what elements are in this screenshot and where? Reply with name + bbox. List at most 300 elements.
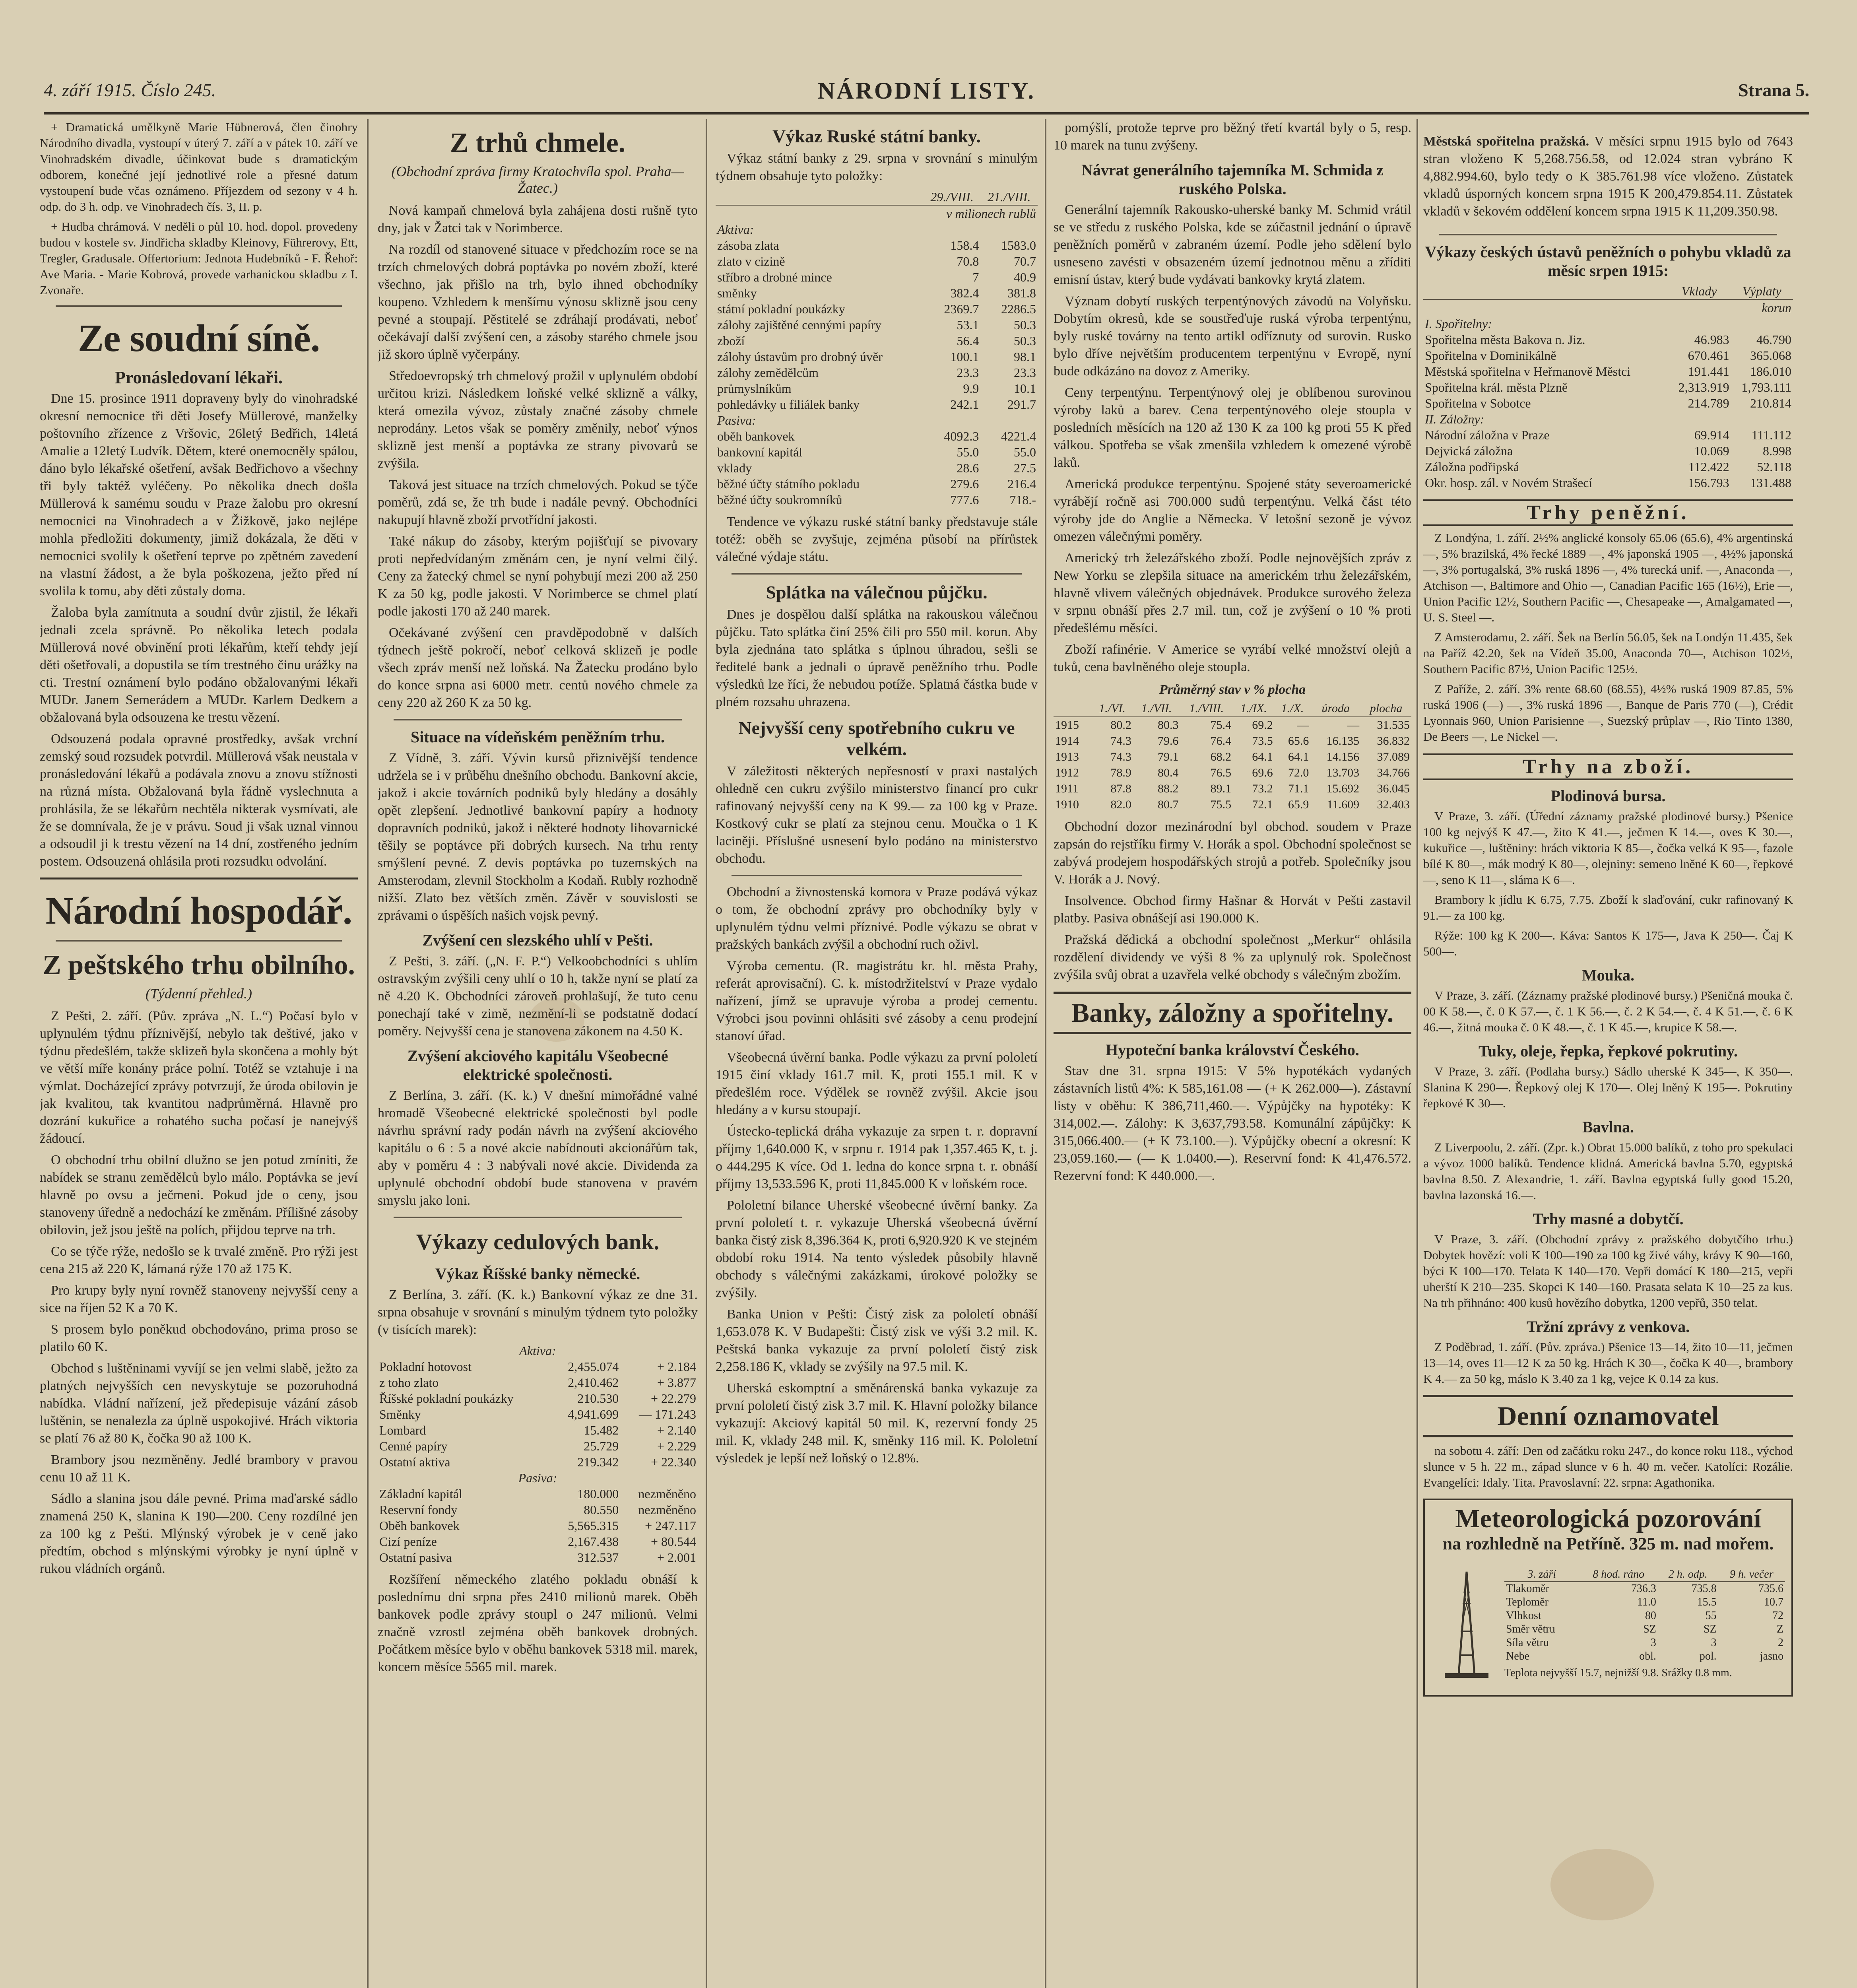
table-cell: 186.010 [1750, 364, 1791, 379]
article-title: Tuky, oleje, řepka, řepkové pokrutiny. [1479, 1042, 1738, 1060]
table-row [716, 460, 1038, 476]
table-cell: 27.5 [1014, 461, 1036, 475]
table-cell: 53.1 [957, 318, 979, 332]
table-header-cell: Výplaty [1731, 283, 1793, 299]
article-title: Trhy masné a dobytčí. [1533, 1210, 1684, 1228]
table-row [716, 381, 1038, 396]
table-cell: 180.000 [577, 1487, 619, 1501]
masthead: NÁRODNÍ LISTY. [817, 78, 1036, 104]
article-paragraph: Z Poděbrad, 1. září. (Pův. zpráva.) Pšenice 13—14, žito 10—11, ječmen 13—14, oves 11—12 K za 50 kg. Hrách K 30—, čočka K 40—, brambory K 4.— za 50 kg, máslo K 3.40 za 1 kg, vejce K 0.14 za kus. [1423, 1340, 1793, 1386]
table-cell: 46.790 [1756, 332, 1791, 347]
table-cell: — [1297, 718, 1309, 732]
article-subtitle: Výkaz Říšské banky německé. [435, 1265, 640, 1283]
table-cell: 131.488 [1750, 476, 1791, 490]
table-cell: 46.983 [1694, 332, 1729, 347]
article-paragraph: Středoevropský trh chmelový prožil v uplynulém období určitou krizi. Následkem loňské velké sklizně a války, která omezila vývoz, zůstaly značné zásoby chmele neprodány. Letos však se poměry změnily, neboť výnos sklizně jest menší a poptávka ze strany pivovarů se zvýšila. [378, 369, 698, 471]
table-header-row [1054, 701, 1411, 717]
table-cell: 777.6 [950, 493, 979, 507]
table-body [378, 1486, 698, 1565]
table-row [716, 317, 1038, 333]
table-header-cell: 1./X. [1275, 701, 1311, 717]
table-cell: bankovní kapitál [717, 445, 803, 459]
table-cell: Nebe [1506, 1650, 1530, 1662]
table-cell: Vlhkost [1506, 1609, 1541, 1622]
table-cell: 8.998 [1763, 444, 1791, 458]
table-cell: 216.4 [1007, 477, 1036, 491]
table-header-cell: plocha [1361, 701, 1411, 717]
table-cell: Dejvická záložna [1425, 444, 1513, 458]
table-cell: 69.6 [1252, 766, 1273, 779]
article-subtitle: (Obchodní zpráva firmy Kratochvíla spol. Praha—Žatec.) [391, 163, 684, 196]
table-cell: 79.1 [1157, 750, 1179, 763]
table-cell: Z [1776, 1623, 1783, 1635]
table-row [378, 1534, 698, 1549]
table-cell: 718.- [1009, 493, 1036, 507]
table-cell: 55.0 [1014, 445, 1036, 459]
article-paragraph: na sobotu 4. září: Den od začátku roku 247., do konce roku 118., východ slunce v 5 h. 22 m., západ slunce v 6 h. 40 m. večer. Katolíci: Rozálie. Evangelíci: Idaly. Tita. Pravoslavní: 22. srpna: Agathonika. [1423, 1444, 1793, 1489]
table-row [716, 396, 1038, 412]
meteo-table-wrap [1504, 1568, 1785, 1681]
article-paragraph: Brambory k jídlu K 6.75, 7.75. Zboží k slaďování, cukr rafinovaný K 91.— za 100 kg. [1423, 893, 1793, 922]
table-cell: 69.914 [1694, 428, 1729, 442]
table-cell: 72 [1772, 1609, 1783, 1622]
table-header-cell: 3. září [1504, 1568, 1579, 1582]
article-paragraph: Odsouzená podala opravné prostředky, avšak vrchní zemský soud rozsudek potvrdil. Müllerová však neustala v pronásledování lékařů a podávala znovu a znovu stížnosti na různá místa. Obžalovaná byla řádně vyslechnuta a prohlásila, že se lékařům nechtěla nikterak vysmívati, ale že se domnívala, že je v právu. Soud ji však uznal vinnou a odsoudil ji k trestu vězení na 14 dní, zostřeného jedním postem. Odsouzená ohlásila proti rozsudku odvolání. [40, 732, 358, 869]
table-cell: 65.6 [1288, 734, 1309, 747]
table-cell: Záložna podřipská [1425, 460, 1519, 474]
table-cell: 15.5 [1697, 1596, 1717, 1608]
table-cell: 76.4 [1210, 734, 1232, 747]
table-cell: 40.9 [1014, 270, 1036, 284]
article-paragraph: V Praze, 3. září. (Podlaha bursy.) Sádlo uherské K 345—, K 350—. Slanina K 290—. Řepkový olej K 170—. Olej lněný K 195—. Pokrutiny řepkové K 30—. [1423, 1064, 1793, 1110]
article-paragraph: Dnes je dospělou další splátka na rakouskou válečnou půjčku. Tato splátka činí 25% čili pro 550 mil. korun. Aby byla zjednána tato splátka s úplnou úhradou, sešli se ředitelé bank a jednali o úpravě peněžního trhu. Podle výsledků lze říci, že nebudou potíže. Splatná částka bude v plném rozsahu uhrazena. [716, 607, 1038, 709]
article-paragraph: Z Amsterodamu, 2. září. Šek na Berlín 56.05, šek na Londýn 11.435, šek na Paříž 42.20, šek na Vídeň 35.00, Anaconda 70—, Atchison 102½, Southern Pacific 87½, Union Pacific 125½. [1423, 630, 1793, 676]
table-cell: 112.422 [1688, 460, 1729, 474]
table-cell: 50.3 [1014, 334, 1036, 348]
table-cell: běžné účty soukromníků [717, 493, 842, 507]
article-title: Plodinová bursa. [1550, 787, 1666, 805]
article-paragraph: Dne 15. prosince 1911 dopraveny byly do vinohradské okresní nemocnice tři děti Josefy Müllerové, manželky poštovního zřízence z Vršovic, 26letý Bedřich, 14letá Amalie a 12letý Ludvík. Dětem, které onemocněly spálou, dáno bylo lékařské ošetření, avšak Bedřichovo a všechny tři byly taktéž vyléčeny. Po několika dnech došla Müllerová k samému soudu v Praze žalobu pro okresní nemocnici na Vinohradech a v Žižkově, jako nejlépe mohla předložiti dokumenty, jimiž dokázala, že děti v nemocnici svolily k ošetření teprve po zpětném zavedení na vlastní žádost, a že byla poškozena, ježto před ní svolila k tomu, aby děti zůstaly doma. [40, 391, 358, 598]
meteo-title: Meteorologická pozorování [1455, 1504, 1761, 1533]
reichsbank-table [378, 1343, 698, 1565]
table-cell: zálohy zemědělcům [717, 365, 819, 380]
table-row [1504, 1636, 1785, 1650]
table-body [716, 237, 1038, 412]
section-rule [732, 573, 1022, 575]
column-4 [1054, 119, 1411, 1988]
table-cell: pohledávky u filiálek banky [717, 397, 860, 412]
article-paragraph: Taková jest situace na trzích chmelových. Pokud se týče poměrů, zdá se, že trh bude i nadále pevný. Obchodníci nakupují hlavně zboží prvotřídní jakosti. [378, 478, 698, 527]
table-cell: SZ [1643, 1623, 1656, 1635]
table-cell: běžné účty státního pokladu [717, 477, 860, 491]
article-paragraph: V záležitosti některých nepřesností v praxi nastalých ohledně cen cukru zvýšilo ministerstvo financí pro cukr rafinovaný nejvyšší ceny na K 99.— za 100 kg v Praze. Kostkový cukr se platí za stejnou cenu. Moučka o 1 K laciněji. Příslušné usnesení bylo podáno na ministerstvo obchodu. [716, 764, 1038, 866]
table-row [378, 1406, 698, 1422]
table-cell: Cizí peníze [379, 1534, 437, 1549]
article-paragraph: Výroba cementu. (R. magistrátu kr. hl. města Prahy, referát aprovisační). C. k. místodržitelství v Praze vydalo nařízení, jímž se upravuje výroba a prodej cementu. Výrobci jsou povinni ohlásiti své zásoby a cenu prodejní stanoví úřad. [716, 959, 1038, 1043]
table-cell: z toho zlato [379, 1375, 439, 1390]
table-header-cell [1054, 701, 1091, 717]
table-cell: 32.403 [1377, 798, 1410, 811]
table-cell: zásoba zlata [717, 238, 779, 252]
table-cell: 1914 [1055, 734, 1079, 747]
table-cell: 2 [1778, 1637, 1783, 1649]
table-row [378, 1359, 698, 1375]
table-cell: 735.8 [1691, 1582, 1717, 1595]
table-cell: 312.537 [577, 1550, 619, 1565]
table-cell: průmyslníkům [717, 381, 792, 396]
section-rule [394, 719, 682, 720]
table-row [1504, 1650, 1785, 1663]
table-cell: Spořitelna v Sobotce [1425, 396, 1531, 410]
table-cell: 2,410.462 [568, 1375, 619, 1390]
article-paragraph: Americký trh železářského zboží. Podle nejnovějších zpráv z New Yorku se zlepšila situace na americkém trhu železářském, hlavně vlivem válečných objednávek. Produkce surového železa v srpnu obnáší přes 2.7 mil. tun, což je zvýšení o 10 % proti předešlému měsíci. [1054, 551, 1411, 635]
section-title-court: Ze soudní síně. [78, 317, 320, 360]
article-paragraph: Z Liverpoolu, 2. září. (Zpr. k.) Obrat 15.000 balíků, z toho pro spekulaci a vývoz 1000 balíků. Tendence klidná. Americká bavlna 5.70, egyptská bavlna 8.50. Z Alexandrie, 1. září. Bavlna egyptská fully good 15.20, bavlna lazonská 16.—. [1423, 1140, 1793, 1202]
article-paragraph: Také nákup do zásoby, kterým pojišťují se pivovary proti nepředvídaným změnám cen, je nyní velmi čilý. Ceny za žatecký chmel se nyní pohybují mezi 200 až 250 K za 50 kg, podle jakosti. V Norimberce se chmel platí podle jakosti 170 až 240 marek. [378, 534, 698, 619]
article-paragraph: O obchodní trhu obilní dlužno se jen potud zmíniti, že nabídek se stranu zemědělců bylo málo. Poptávka se jeví hlavně po ovsu a ječmeni. Pokud jde o ceny, jsou stanoveny úředně a nedochází ke změnám. Přílišné zásoby obilovin, jež jsou ještě na polích, přijdou teprve na trh. [40, 1153, 358, 1237]
table-cell: 69.2 [1252, 718, 1273, 732]
table-cell: Směr větru [1506, 1623, 1555, 1635]
table-header-row [1504, 1568, 1785, 1582]
column-5 [1423, 119, 1793, 1988]
table-cell: státní pokladní poukázky [717, 302, 845, 316]
article-subtitle: (Týdenní přehled.) [146, 986, 252, 1002]
table-row [1054, 797, 1411, 813]
article-paragraph: Z Pešti, 2. září. (Pův. zpráva „N. L.“) Počasí bylo v uplynulém týdnu příznivější, nebylo tak deštivé, jako v týdnu předešlém, takže sklizeň byla skončena a mohly být ve větší míře konány práce polní. Totéž se vztahuje i na výmlat. Docházející zprávy potvrzují, že úroda obilovin je jak kvalitou, tak kvantitou nadprůměrná. Hlavně pro dozrání kukuřice a rohatého sucha počasí je nanejvýš žádoucí. [40, 1009, 358, 1146]
table-row [1423, 395, 1793, 411]
table-cell: Městská spořitelna v Heřmanově Městci [1425, 364, 1631, 379]
table-row [1423, 348, 1793, 363]
table-cell: 2286.5 [1001, 302, 1036, 316]
table-row [1423, 363, 1793, 379]
table-row [716, 333, 1038, 349]
table-cell: 735.6 [1758, 1582, 1783, 1595]
column-3 [716, 119, 1038, 1988]
table-cell: 28.6 [957, 461, 979, 475]
table-row [1423, 459, 1793, 475]
table-body [716, 428, 1038, 508]
article-paragraph: Všeobecná úvěrní banka. Podle výkazu za první pololetí 1915 činí vklady 161.7 mil. K, proti 155.1 mil. K v předešlém roce. Výdělek se rovněž zvýšil. Akcie jsou hledány a v kursu stoupají. [716, 1050, 1038, 1117]
table-cell: + 3.877 [657, 1375, 696, 1390]
table-cell: 36.045 [1377, 782, 1410, 795]
table-cell: 23.3 [1014, 365, 1036, 380]
table-header-cell: 1./VII. [1133, 701, 1180, 717]
article-paragraph: Americká produkce terpentýnu. Spojené státy severoamerické vyrábějí ročně asi 700.000 sudů terpentýnu. Velká část této výroby jde do Anglie a Německa. V letošní sezoně je vývoz omezen válečnými poměry. [1054, 477, 1411, 544]
section-rule [732, 875, 1022, 876]
table-cell: 72.0 [1288, 766, 1309, 779]
article-paragraph: Obchodní dozor mezinárodní byl obchod. soudem v Praze zapsán do rejstříku firmy V. Horák a spol. Obchodní společnost se zabývá prodejem hospodářských strojů a potřeb. Společníky jsou V. Horák a J. Nový. [1054, 819, 1411, 887]
table-cell: + 2.184 [657, 1359, 696, 1374]
table-cell: 36.832 [1377, 734, 1410, 747]
table-section-label: Aktiva: [519, 1343, 556, 1358]
table-cell: 78.9 [1110, 766, 1131, 779]
article-paragraph: Pro krupy byly nyní rovněž stanoveny nejvyšší ceny a sice na říjen 52 K a 70 K. [40, 1283, 358, 1315]
table-cell: 80 [1645, 1609, 1656, 1622]
table-cell: Ostatní aktiva [379, 1455, 450, 1469]
table-cell: směnky [717, 286, 757, 300]
table-header-cell: 9 h. večer [1718, 1568, 1785, 1582]
article-paragraph: Z Pešti, 3. září. („N. F. P.“) Velkoobchodníci s uhlím ostravským zvýšili ceny uhlí o 10 h, takže nyní se platí za ně 4.20 K. Obchodníci zároveň prohlašují, že tuto cenu ponechají také v zimě, nezmění-li se podstatně dodací poměry. Nejvyšší cena je stanovena zákonem na 4.50 K. [378, 954, 698, 1039]
table-cell: 34.766 [1377, 766, 1410, 779]
table-section-label: I. Spořitelny: [1425, 316, 1492, 331]
table-cell: 1915 [1055, 718, 1079, 732]
notice-paragraph: + Hudba chrámová. V neděli o půl 10. hod. dopol. provedeny budou v kostele sv. Jindřicha skladby Kleinovy, Führerovy, Ett, Tregler, Gradusale. Offertorium: Jednota Hudebníků - F. Řehoř: Ave Maria. - Marie Kobrová, provede varhanickou skladbu z I. Zvonaře. [40, 219, 358, 297]
table-cell: Pokladní hotovost [379, 1359, 472, 1374]
table-section-label: II. Záložny: [1425, 412, 1484, 426]
table-cell: 7 [972, 270, 979, 284]
table-section-label: Pasiva: [518, 1471, 557, 1485]
table-cell: 15.692 [1326, 782, 1360, 795]
table-cell: 381.8 [1007, 286, 1036, 300]
table-cell: 1,793.111 [1741, 380, 1791, 394]
article-title: Městská spořitelna pražská. [1423, 134, 1589, 149]
table-cell: nezměněno [638, 1487, 696, 1501]
table-cell: 214.789 [1688, 396, 1729, 410]
table-cell: 87.8 [1110, 782, 1131, 795]
table-row [1054, 749, 1411, 765]
table-cell: 70.7 [1014, 254, 1036, 268]
article-paragraph: Rozšíření německého zlatého pokladu obnáší k poslednímu dni srpna přes 2410 milionů marek. Oběh bankovek podle zprávy stoupl o 247 milionů. Velmi značně vzrostl zejména oběh bankovek drobných. Počátkem měsíce bylo v oběhu bankovek 5318 mil. marek, koncem měsíce 5565 mil. marek. [378, 1572, 698, 1674]
table-cell: 80.2 [1110, 718, 1131, 732]
table-cell: zlato v cizině [717, 254, 785, 268]
article-paragraph: Co se týče rýže, nedošlo se k trvalé změně. Pro rýži jest cena 215 až 220 K, lámaná rýže 170 až 175 K. [40, 1244, 358, 1276]
table-header-cell [716, 189, 924, 205]
table-cell: + 247.117 [645, 1518, 696, 1533]
petrin-tower-icon [1437, 1568, 1496, 1679]
article-paragraph: Ceny terpentýnu. Terpentýnový olej je oblíbenou surovinou výroby laků a barev. Cena terpentýnového oleje stoupla v posledních měsících na 120 až 130 K za 100 kg proti 55 K před válkou. Spotřeba se však zmenšila vzhledem k omezené výrobě laků. [1054, 385, 1411, 470]
column-1 [40, 119, 358, 1988]
column-2 [378, 119, 698, 1988]
table-cell: 11.0 [1637, 1596, 1656, 1608]
table-header-cell [1423, 283, 1668, 299]
table-cell: 80.550 [584, 1503, 619, 1517]
table-cell: Spořitelna města Bakova n. Jiz. [1425, 332, 1585, 347]
article-paragraph: V Praze, 3. září. (Obchodní zprávy z pražského dobytčího trhu.) Dobytek hovězí: voli K 100—190 za 100 kg živé váhy, krávy K 90—160, býci K 100—170. Telata K 140—170. Vepři domácí K 180—215, vepři uherští K 210—235. Skopci K 140—160. Prasata selata K 10—25 za kus. Na trh přihnáno: 400 kusů hovězího dobytka, 1200 vepřů, 350 telat. [1423, 1232, 1793, 1310]
table-cell: 16.135 [1326, 734, 1360, 747]
section-title-goods-markets: Trhy na zboží. [1423, 753, 1793, 780]
table-cell: 210.530 [577, 1391, 619, 1406]
table-row [716, 253, 1038, 269]
table-cell: 82.0 [1110, 798, 1131, 811]
article-paragraph: Uherská eskomptní a směnárenská banka vykazuje za první pololetí čistý zisk 3.7 mil. K. Hlavní položky bilance vykazují: Akciový kapitál 50 mil. K, rezervní fondy 25 mil. K, vklady 248 mil. K, směnky 116 mil. K. Pololetní výsledek je lepší než loňský o 12.8%. [716, 1381, 1038, 1466]
table-cell: 72.1 [1252, 798, 1273, 811]
article-title: Splátka na válečnou půjčku. [766, 582, 988, 602]
article-title: Pronásledovaní lékaři. [114, 368, 283, 387]
table-row [378, 1518, 698, 1534]
column-divider [1045, 119, 1046, 1988]
table-header-cell: 1./VI. [1091, 701, 1133, 717]
table-title: Výkazy českých ústavů peněžních o pohybu vkladů za měsíc srpen 1915: [1425, 243, 1791, 280]
meteorological-box [1423, 1499, 1793, 1697]
table-row [378, 1549, 698, 1565]
table-body [1423, 332, 1793, 411]
table-row [1054, 781, 1411, 797]
article-title: Výkaz Ruské státní banky. [772, 126, 981, 146]
table-cell: 64.1 [1252, 750, 1273, 763]
table-row [1504, 1582, 1785, 1596]
column-divider [1417, 119, 1418, 1988]
table-cell: Tlakoměr [1506, 1582, 1549, 1595]
table-body [1423, 427, 1793, 491]
table-cell: 71.1 [1288, 782, 1309, 795]
article-paragraph: Stav dne 31. srpna 1915: V 5% hypotékách vydaných zástavních listů 4%: K 585,161.08 — (+ K 262.000—). Zástavní listy v oběhu: K 386,711,460.—. Výpůjčky na hypotéky: K 314,002.—. Zálohy: K 3,637,793.58. Komunální zápůjčky: K 315,066.400.— (+ K 73.100.—). Výpůjčky obecní a okresní: K 23,059.160.— (— K 1.0400.—). Reservní fond: K 41,476.572. Rezervní fond: K 440.000.—. [1054, 1064, 1411, 1183]
table-row [716, 301, 1038, 317]
table-cell: 75.4 [1210, 718, 1232, 732]
section-title-economy: Národní hospodář. [45, 889, 352, 932]
column-divider [706, 119, 707, 1988]
table-cell: zálohy ústavům pro drobný úvěr [717, 349, 883, 364]
table-cell: 3 [1650, 1637, 1656, 1649]
column-divider [367, 119, 369, 1988]
table-row [1423, 379, 1793, 395]
article-title: Mouka. [1581, 966, 1635, 984]
table-cell: 191.441 [1688, 364, 1729, 379]
table-cell: 31.535 [1377, 718, 1410, 732]
table-row [378, 1422, 698, 1438]
article-paragraph: Z Vídně, 3. září. Vývin kursů přiznivější tendence udržela se i v průběhu dnešního obchodu. Bankovní akcie, jakož i akcie továrních podniků byly hledány a dosáhly opět zlepšení. Jednotlivé bankovní papíry a hodnoty dopravních podniků, jakož i některé hodnoty lihovarnické těšily se poptávce při dobrých kursech. Na trhu renty smýšlení pevné. Z devis poptávka po tuzemských na Amsterodam, zlevnil Stockholm a Kodaň. Rubly rozhodně nižší. Zlato bez větších změn. Závěr v souvislosti se zprávami o úspěších našich vojsk pevný. [378, 751, 698, 923]
table-cell: 158.4 [950, 238, 979, 252]
savings-table [1423, 283, 1793, 491]
table-cell: 89.1 [1210, 782, 1232, 795]
table-cell: + 2.001 [657, 1550, 696, 1565]
table-row [716, 428, 1038, 444]
article-paragraph: Rýže: 100 kg K 200—. Káva: Santos K 175—, Java K 250—. Čaj K 500—. [1423, 928, 1793, 958]
table-cell: 219.342 [577, 1455, 619, 1469]
article-paragraph: Obchodní a živnostenská komora v Praze podává výkaz o tom, že obchodní zprávy pro obchodníky byly v uplynulém týdnu velmi příznivé. Podle výkazu se obrat v pražských bankách zvýšil a obchodní ruch oživl. [716, 885, 1038, 952]
article-paragraph: Z Paříže, 2. září. 3% rente 68.60 (68.55), 4½% ruská 1909 87.85, 5% ruská 1906 (—) —, 3% ruská 1896 —, Banque de Paris 770 (—), Crédit Lyonnais 960, Union Parisienne —, Suezský průplav —, Rio Tinto 1380, De Beers —, Le Nickel —. [1423, 682, 1793, 744]
article-paragraph: Žaloba byla zamítnuta a soudní dvůr zjistil, že lékaři jednali zcela správně. Po několika letech podala Müllerová nové obvinění proti lékařům, kteří tehdy její děti ošetřovali, a dopustila se tím trestného činu urážky na cti. Trestní oznámení bylo podáno obžalovanými lékaři MUDr. Janem Semerádem a MUDr. Karlem Dedkem a obžalovaná byla odsouzena ke trestu vězení. [40, 605, 358, 725]
table-cell: 9.9 [963, 381, 979, 396]
table-cell: 80.4 [1157, 766, 1179, 779]
table-cell: — [1347, 718, 1360, 732]
table-header-cell: 1./IX. [1233, 701, 1275, 717]
table-cell: 52.118 [1757, 460, 1791, 474]
article-title: Zvýšení cen slezského uhlí v Pešti. [422, 931, 653, 949]
article-paragraph: Tendence ve výkazu ruské státní banky představuje stále totéž: oběh se zvyšuje, zejména působí na přírůstek válečné výdaje státu. [716, 514, 1038, 564]
article-paragraph: Ústecko-teplická dráha vykazuje za srpen t. r. dopravní příjmy 1,640.000 K, v srpnu r. 1914 pak 1,357.465 K, t. j. o 444.295 K více. Od 1. ledna do konce srpna t. r. obnáší příjmy 13,533.596 K, proti 11,845.000 K v loňském roce. [716, 1124, 1038, 1191]
table-cell: obl. [1639, 1650, 1656, 1662]
article-paragraph: Na rozdíl od stanovené situace v předchozím roce se na trzích chmelových dobrá poptávka po novém zboží, které všechno, jak přišlo na trh, bylo ihned obchodníky koupeno. Vzhledem k menšímu výnosu sklizně jsou ceny pevné a stoupají. Pěstitelé se zdráhají prodávati, neboť očekávají další zvýšení cen, a zásoby starého chmele jsou již skoro úplně vyčerpány. [378, 242, 698, 362]
article-paragraph: Z Londýna, 1. září. 2½% anglické konsoly 65.06 (65.6), 4% argentinská —, 5% brazilská, 4% řecké 1889 —, 4% japonská 1905 —, 4½% japonská —, 3% portugalská, 3% ruská 1896 —, 4% turecká unif. —, Anaconda —, Atchison —, Baltimore and Ohio —, Canadian Pacific 165 (16½), Erie —, Union Pacific 12½, Southern Pacific —, Chesapeake —, Amalgamated —, U. S. Steel —. [1423, 531, 1793, 624]
table-cell: 10.069 [1694, 444, 1729, 458]
table-row [1504, 1609, 1785, 1623]
table-cell: 50.3 [1014, 318, 1036, 332]
article-paragraph: Nová kampaň chmelová byla zahájena dosti rušně tyto dny, jak v Žatci tak v Norimberce. [378, 203, 698, 235]
article-paragraph: Význam dobytí ruských terpentýnových závodů na Volyňsku. Dobytím okresů, kde se soustřeďuje ruská výroba terpentýnu, byly ruské továrny na tento artikl odříznuty od surovin. Rusko bylo dříve největším producentem terpentýnu v Evropě, nyní bude odkázáno na dovoz z Ameriky. [1054, 294, 1411, 379]
table-header-cell: 1./VIII. [1180, 701, 1233, 717]
article-title: Nejvyšší ceny spotřebního cukru ve velkém. [738, 718, 1015, 759]
article-paragraph: pomýšlí, protože teprve pro běžný třetí kvartál byly o 5, resp. 10 marek na tunu zvýšeny. [1054, 120, 1411, 153]
article-paragraph: Z Berlína, 3. září. (K. k.) V dnešní mimořádné valné hromadě Všeobecné elektrické společnosti byl podle návrhu správní rady podán návrh na zvýšení akciového kapitálu o 6 : 5 a nové akcie nabídnouti akcionářům tak, aby v poměru 4 : 3 nabývali nové akcie. Dividenda za uplynulé obchodní období bude stanovena v pravém smyslu jako loni. [378, 1088, 698, 1208]
table-cell: 365.068 [1750, 348, 1791, 363]
table-cell: 15.482 [584, 1423, 619, 1437]
table-row [716, 349, 1038, 365]
table-row [378, 1486, 698, 1502]
table-cell: + 80.544 [650, 1534, 696, 1549]
table-cell: 75.5 [1210, 798, 1232, 811]
table-cell: Teploměr [1506, 1596, 1548, 1608]
table-cell: zboží [717, 334, 745, 348]
table-cell: 98.1 [1014, 349, 1036, 364]
table-cell: SZ [1703, 1623, 1717, 1635]
section-rule [394, 1217, 682, 1218]
table-cell: 80.3 [1157, 718, 1179, 732]
table-cell: pol. [1699, 1650, 1717, 1662]
article-title: Bavlna. [1582, 1118, 1634, 1136]
article-paragraph: Obchod s luštěninami vyvíjí se jen velmi slabě, ježto za platných nejvyšších cen nevyskytuje se pozoruhodná nabídka. Vládní nařízení, jež předepisuje vázání zásob luštěnin, se nenalezla za úplně uspokojivé. Hrách viktoria se platí 76 až 80 K, čočka 90 až 100 K. [40, 1361, 358, 1446]
article-paragraph: S prosem bylo poněkud obchodováno, prima proso se platilo 60 K. [40, 1322, 358, 1354]
article-title: Z peštského trhu obilního. [43, 950, 355, 980]
table-row [1423, 443, 1793, 459]
meteo-note: Teplota nejvyšší 15.7, nejnižší 9.8. Srážky 0.8 mm. [1504, 1667, 1732, 1679]
table-cell: jasno [1760, 1650, 1783, 1662]
table-cell: 4092.3 [944, 429, 979, 443]
issue-date: 4. září 1915. Číslo 245. [44, 80, 216, 100]
table-cell: 3 [1711, 1637, 1717, 1649]
table-cell: 73.5 [1252, 734, 1273, 747]
table-section-label: Aktiva: [717, 222, 754, 237]
table-cell: 10.7 [1764, 1596, 1783, 1608]
table-header-cell: 21./VIII. [980, 189, 1038, 205]
table-cell: Lombard [379, 1423, 426, 1437]
article-title: Zvýšení akciového kapitálu Všeobecné elektrické společnosti. [407, 1047, 668, 1083]
table-cell: 13.703 [1326, 766, 1360, 779]
table-section-label: Pasiva: [717, 413, 756, 427]
table-header-cell: 8 hod. ráno [1579, 1568, 1657, 1582]
table-row [378, 1390, 698, 1406]
article-paragraph: V Praze, 3. září. (Záznamy pražské plodinové bursy.) Pšeničná mouka č. 00 K 58.—, č. 0 K 57.—, č. 1 K 56.—, č. 2 K 54.—, č. 4 K 51.—, č. 6 K 46.—, žitná mouka č. 0 K 48.—, č. 1 K 45.—, krupice K 58.—. [1423, 988, 1793, 1034]
table-cell: 291.7 [1007, 397, 1036, 412]
table-body [1054, 717, 1411, 813]
table-cell: 70.8 [957, 254, 979, 268]
table-row [1504, 1623, 1785, 1636]
table-cell: stříbro a drobné mince [717, 270, 832, 284]
table-cell: Spořitelna v Dominikálně [1425, 348, 1556, 363]
russian-bank-table [716, 189, 1038, 508]
table-cell: 73.2 [1252, 782, 1273, 795]
notice-paragraph: + Dramatická umělkyně Marie Hübnerová, člen činohry Národního divadla, vystoupí v úterý 7. září a v pátek 10. září ve Vinohradském divadle, účinkovat bude s dramatickým odborem, konečné její jednotlivé role a přesné datum vystoupení bude včas oznámeno. Příjezdem od sezony v 4 h. odp. do 3 h. odp. ve Vinohradech čís. 3, II. p. [40, 120, 358, 214]
table-cell: 23.3 [957, 365, 979, 380]
table-cell: vklady [717, 461, 752, 475]
section-title-money-markets: Trhy peněžní. [1423, 499, 1793, 526]
table-row [716, 492, 1038, 508]
article-title: Situace na vídeňském peněžním trhu. [411, 728, 665, 746]
table-cell: 74.3 [1110, 734, 1131, 747]
table-cell: 80.7 [1157, 798, 1179, 811]
table-row [1423, 475, 1793, 491]
article-paragraph: Zboží rafinérie. V Americe se vyrábí velké množství olejů a tuků, cena bavlněného oleje stoupla. [1054, 642, 1411, 674]
table-body [378, 1359, 698, 1470]
page-number: Strana 5. [1738, 80, 1809, 100]
table-cell: + 22.340 [650, 1455, 696, 1469]
article-paragraph: Brambory jsou nezměněny. Jedlé brambory v pravou cenu 10 až 11 K. [40, 1452, 358, 1485]
table-cell: 210.814 [1750, 396, 1791, 410]
table-cell: 55.0 [957, 445, 979, 459]
section-rule [56, 940, 342, 942]
meteo-table [1504, 1568, 1785, 1663]
table-cell: 10.1 [1014, 381, 1036, 396]
table-title: Průměrný stav v % plocha [1159, 682, 1306, 697]
table-cell: Národní záložna v Praze [1425, 428, 1550, 442]
article-paragraph: Pololetní bilance Uherské všeobecné úvěrní banky. Za první pololetí t. r. vykazuje Uherská všeobecná úvěrní banka čistý zisk 8,396.364 K, proti 6,920.920 K ve stejném období roku 1914. Na tento výsledek působily hlavně obchody s válečnými zakázkami, úrokové položky se zvýšily. [716, 1198, 1038, 1300]
table-cell: 65.9 [1288, 798, 1309, 811]
table-header-cell: 29./VIII. [924, 189, 981, 205]
article-text: V měsíci srpnu 1915 bylo od 7643 stran vloženo K 5,268.756.58, od 12.024 stran vybráno K 4,882.994.60, bylo tedy o K 385.761.98 více vloženo. Zůstatek vkladů úsporných koncem srpna 1915 K 200,479.854.11. Zůstatek vkladů v šekovém oddělení koncem srpna 1915 K 11,209.350.98. [1423, 134, 1793, 219]
table-cell: 670.461 [1688, 348, 1729, 363]
section-title-daily: Denní oznamovatel [1423, 1395, 1793, 1437]
table-cell: + 22.279 [650, 1391, 696, 1406]
table-cell: 2,313.919 [1678, 380, 1729, 394]
